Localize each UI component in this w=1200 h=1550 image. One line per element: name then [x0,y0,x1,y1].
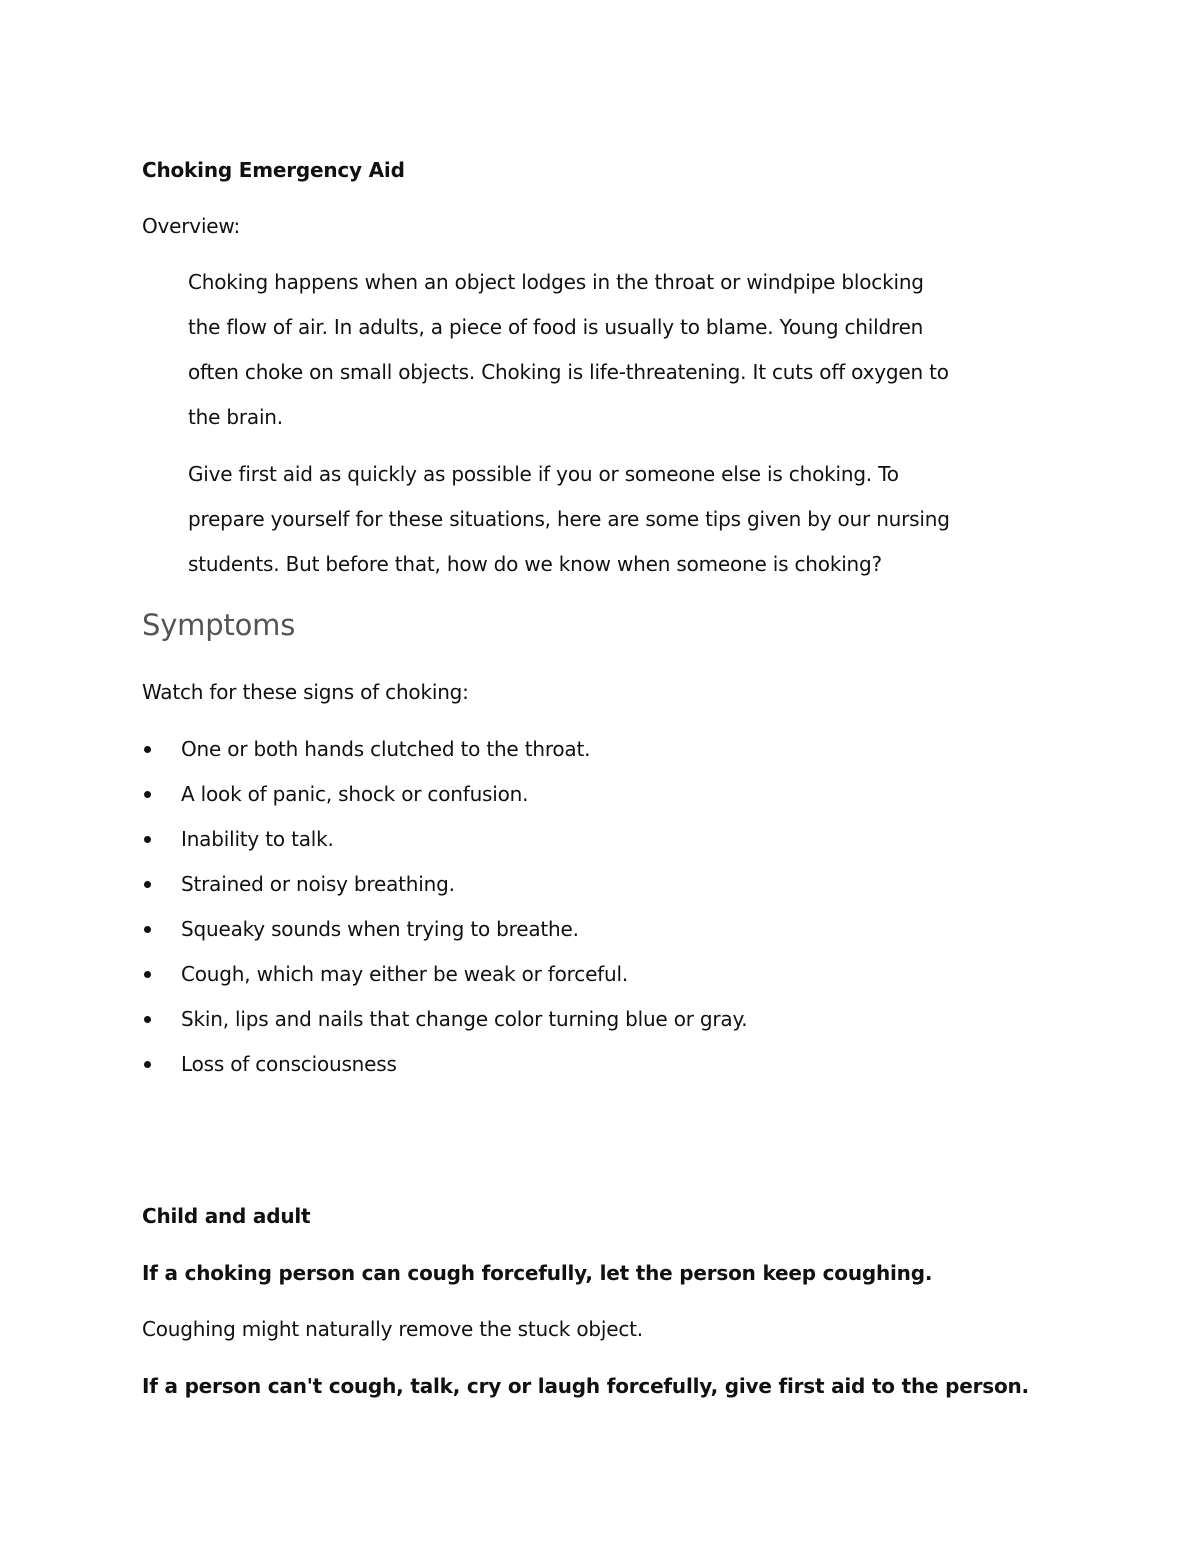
symptoms-heading: Symptoms [142,608,296,642]
paragraph-line: students. But before that, how do we know when someone is choking? [188,552,882,576]
bullet-icon [144,746,151,753]
bullet-icon [144,1016,151,1023]
paragraph-line: the brain. [188,405,283,429]
symptoms-intro: Watch for these signs of choking: [142,680,469,704]
paragraph-line: Give first aid as quickly as possible if you or someone else is choking. To [188,462,899,486]
overview-label: Overview: [142,214,241,238]
list-item-text: One or both hands clutched to the throat. [181,737,591,761]
list-item-text: Strained or noisy breathing. [181,872,455,896]
overview-paragraph-2 [188,452,950,587]
document-title: Choking Emergency Aid [142,158,405,182]
list-item-text: A look of panic, shock or confusion. [181,782,529,806]
child-adult-heading: Child and adult [142,1204,311,1228]
bullet-icon [144,881,151,888]
bullet-icon [144,971,151,978]
list-item-text: Skin, lips and nails that change color turning blue or gray. [181,1007,748,1031]
bullet-icon [144,926,151,933]
bullet-icon [144,836,151,843]
bullet-icon [144,791,151,798]
paragraph-line: Choking happens when an object lodges in the throat or windpipe blocking [188,270,924,294]
first-aid-instruction: If a person can't cough, talk, cry or laugh forcefully, give first aid to the person. [142,1374,1029,1398]
paragraph-line: prepare yourself for these situations, here are some tips given by our nursing [188,507,950,531]
list-item-text: Squeaky sounds when trying to breathe. [181,917,579,941]
overview-paragraph-1 [188,260,949,440]
paragraph-line: often choke on small objects. Choking is life-threatening. It cuts off oxygen to [188,360,949,384]
list-item-text: Loss of consciousness [181,1052,397,1076]
bullet-icon [144,1061,151,1068]
paragraph-line: the flow of air. In adults, a piece of food is usually to blame. Young children [188,315,924,339]
cough-note: Coughing might naturally remove the stuck object. [142,1317,643,1341]
list-item-text: Cough, which may either be weak or forceful. [181,962,629,986]
list-item-text: Inability to talk. [181,827,334,851]
cough-instruction: If a choking person can cough forcefully, let the person keep coughing. [142,1261,933,1285]
